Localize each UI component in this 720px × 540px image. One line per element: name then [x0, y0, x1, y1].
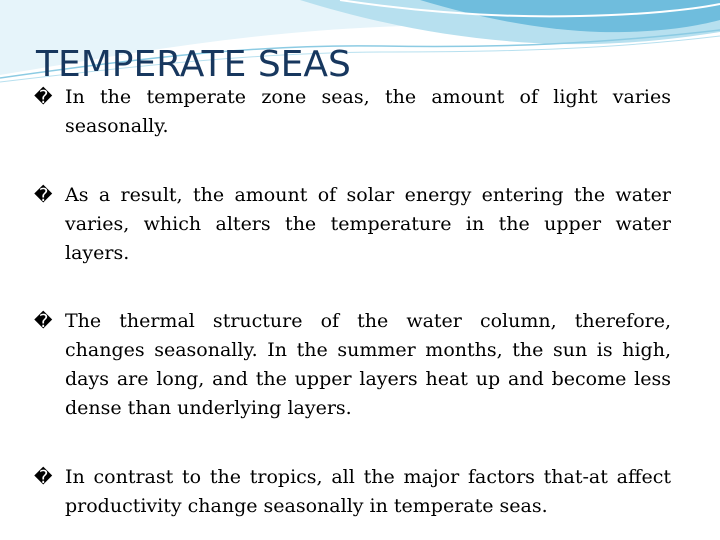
bullet-marker: � [34, 185, 53, 206]
bullet-text: The thermal structure of the water column, therefore, changes seasonally. In the summer months, the sun is high, days are long, and the upper layers heat up and become less dense than underlying layers. [65, 310, 671, 419]
bullet-text: As a result, the amount of solar energy entering the water varies, which alters the temperature in the upper water layers. [65, 184, 671, 264]
bullet-item [34, 307, 671, 423]
bullet-item [34, 181, 671, 268]
bullet-text: In contrast to the tropics, all the major factors that-at affect productivity change seasonally in temperate seas. [65, 466, 671, 517]
bullet-marker: � [34, 467, 53, 488]
bullet-text: In the temperate zone seas, the amount of light varies seasonally. [65, 86, 671, 137]
bullet-marker: � [34, 311, 53, 332]
bullet-marker: � [34, 87, 53, 108]
slide-title: TEMPERATE SEAS [36, 44, 351, 85]
bullet-item [34, 463, 671, 521]
bullet-item [34, 83, 671, 141]
